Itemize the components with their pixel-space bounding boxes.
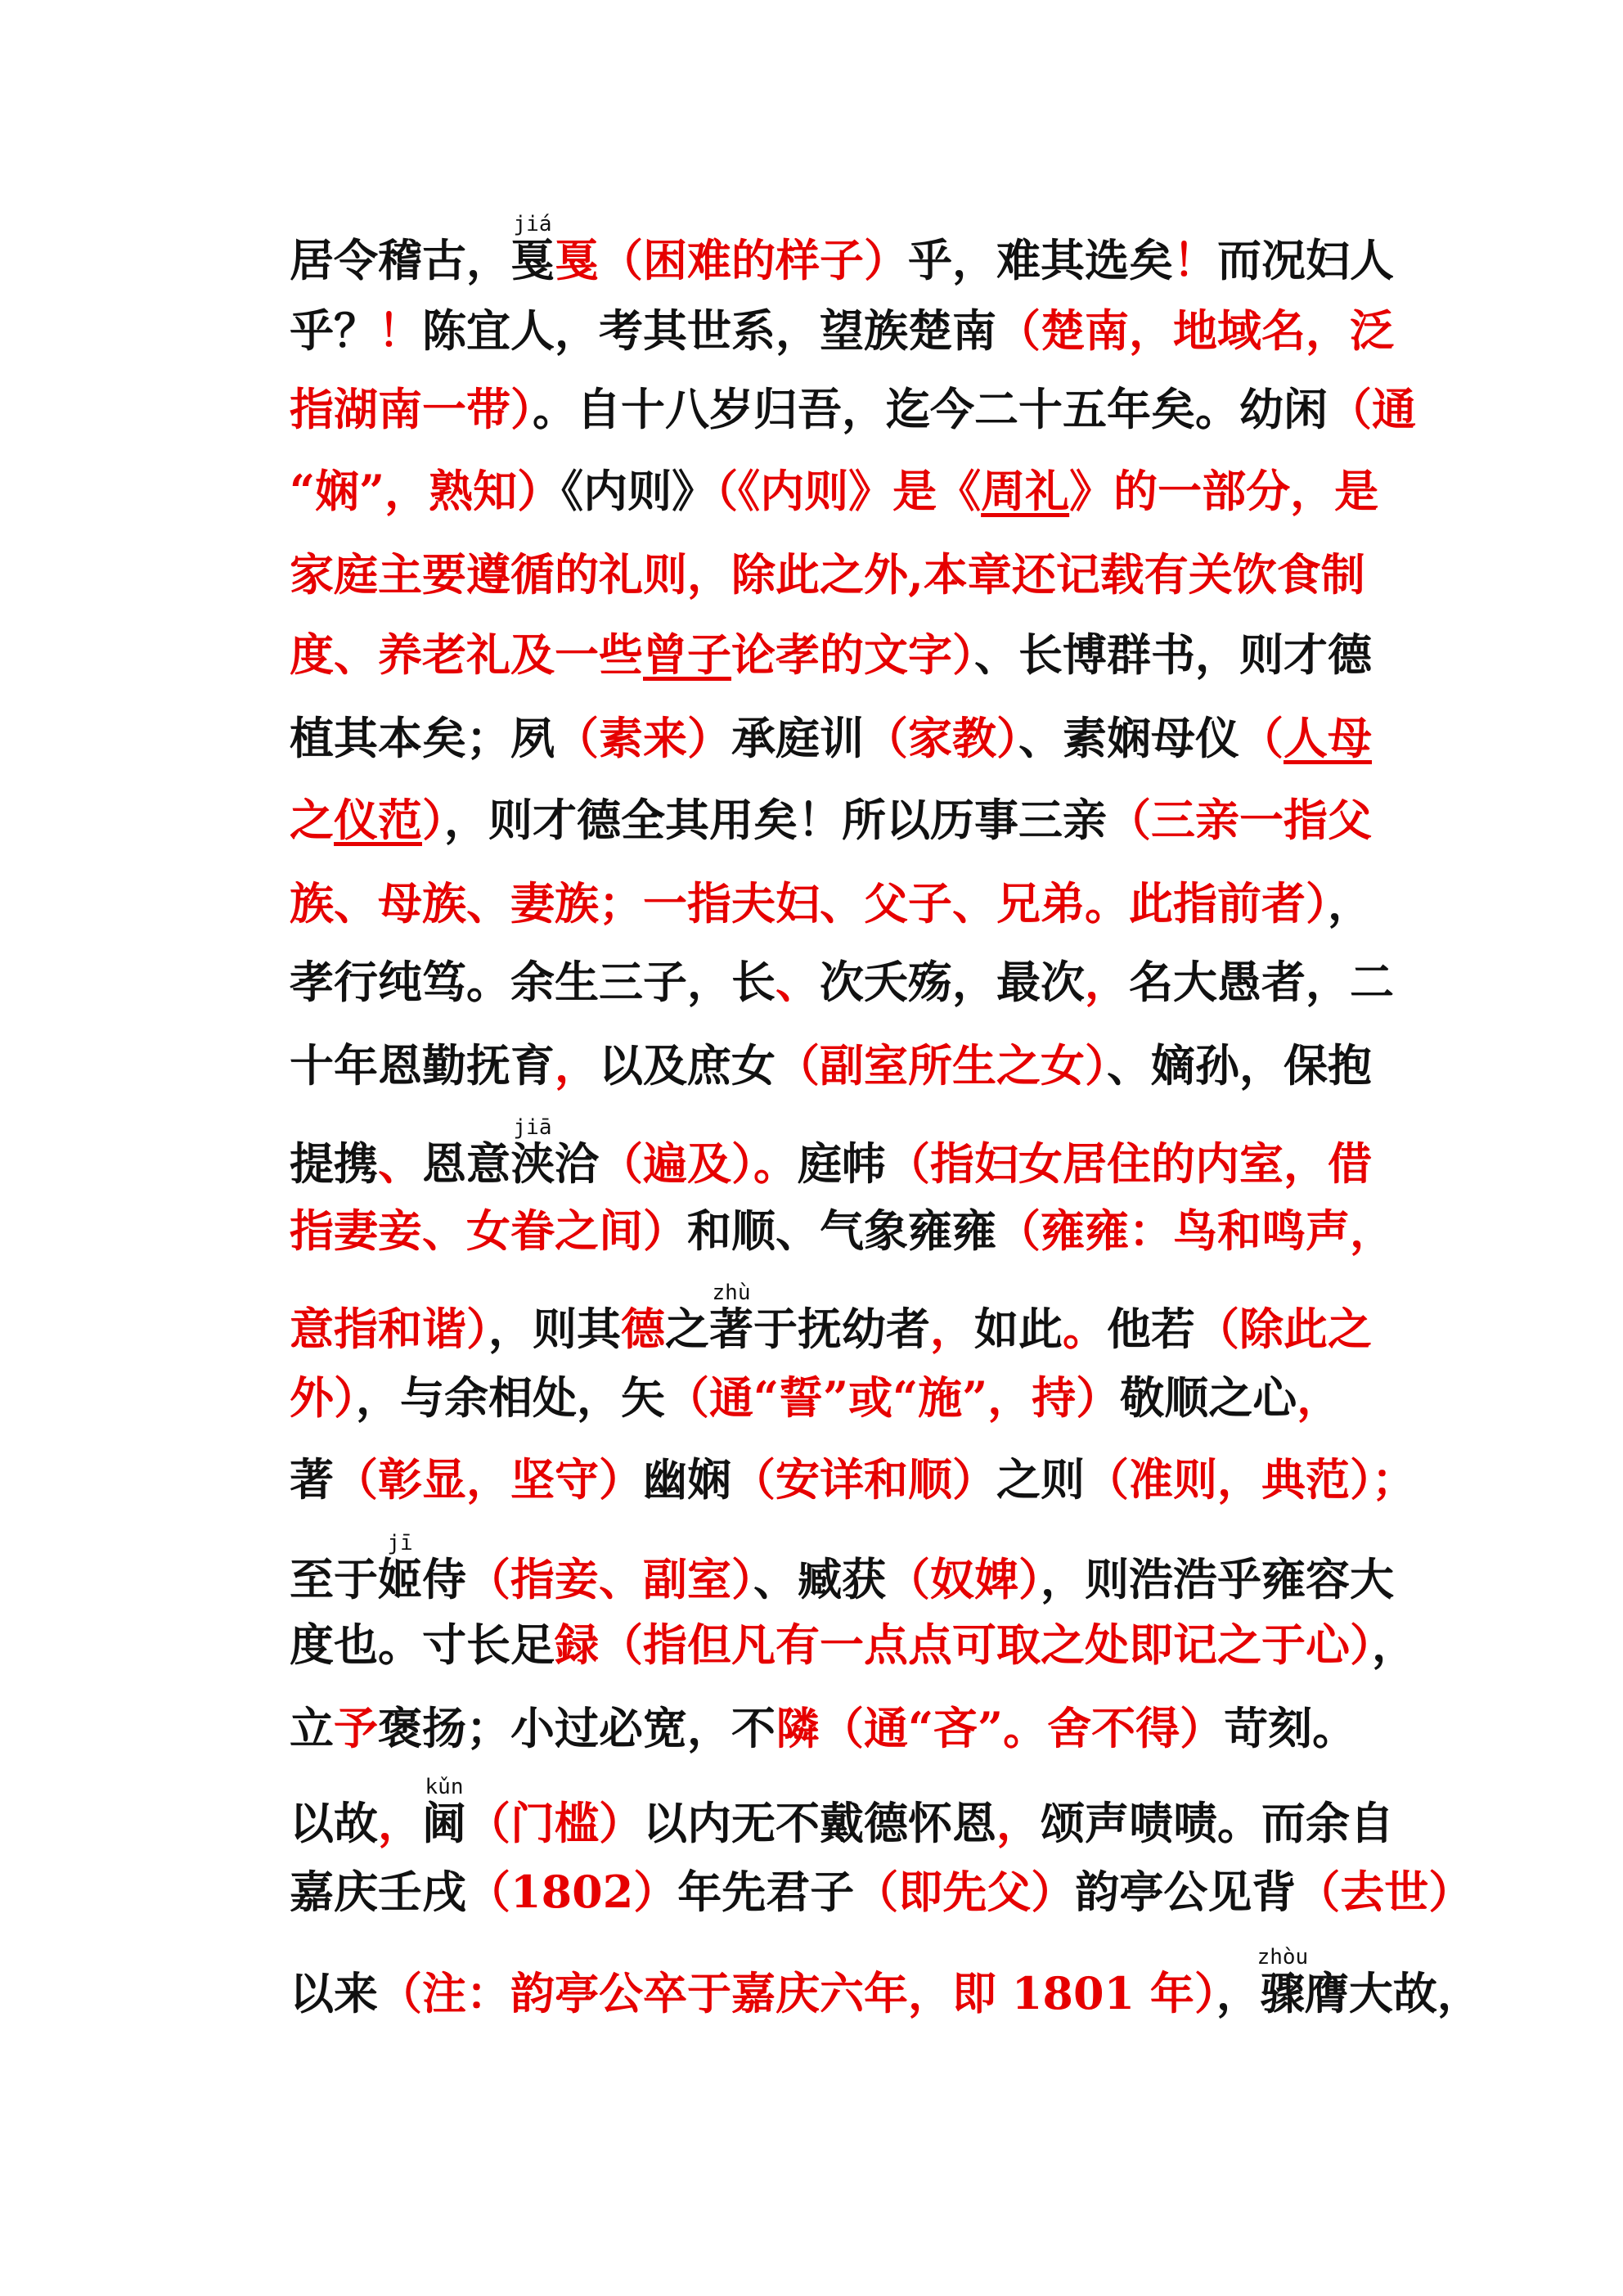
- annotation-text: 仪范: [334, 794, 422, 846]
- annotation-text: （即先父）: [854, 1866, 1076, 1918]
- ruby-annotated-char: [378, 1531, 422, 1605]
- annotation-text: ）: [422, 794, 444, 846]
- body-text: 次夭殇，最次: [820, 956, 1085, 1008]
- text-line: [290, 376, 1416, 442]
- pinyin-annotation: jiá: [510, 212, 555, 236]
- text-line: [290, 1945, 1481, 2019]
- annotation-text: （奴婢）: [886, 1553, 1041, 1605]
- body-text: 《内则》: [561, 465, 717, 517]
- ruby-annotated-char: [422, 1775, 466, 1849]
- body-text: 幽娴: [643, 1453, 731, 1506]
- body-text: ，与余相处，矢: [356, 1371, 665, 1424]
- annotation-text: 、: [378, 1137, 422, 1190]
- body-text: 褒扬；小过必宽，不: [378, 1702, 776, 1754]
- body-text: 植其本矣；夙: [290, 712, 555, 764]
- annotation-text: 指妻妾、女眷之间）: [290, 1204, 687, 1257]
- body-text: ，则才德全其用矣！所以历事三亲: [444, 794, 1107, 846]
- annotation-text: （素来）: [555, 712, 731, 764]
- body-text: 承庭训: [731, 712, 864, 764]
- body-text: ，则浩浩乎雍容大: [1041, 1553, 1394, 1605]
- body-text: 名大愚者，二: [1129, 956, 1394, 1008]
- body-text: 、素娴母仪: [1018, 712, 1239, 764]
- body-text: ，: [1216, 1967, 1261, 2019]
- text-line: [290, 949, 1394, 1015]
- body-text: 恩意: [422, 1137, 510, 1190]
- body-text: ，则其: [488, 1303, 621, 1355]
- annotation-text: ！: [1173, 234, 1217, 286]
- annotation-text: （雍雍：鸟和鸣声，: [996, 1204, 1394, 1257]
- annotation-text: 周礼: [981, 465, 1070, 517]
- body-text: 以内无不戴德怀恩: [643, 1797, 996, 1849]
- body-text: 嘉庆壬戌: [290, 1866, 466, 1918]
- text-line: [290, 542, 1378, 607]
- body-text: 提携: [290, 1137, 378, 1190]
- text-line: [290, 1531, 1394, 1605]
- annotation-text: （三亲一指父: [1107, 794, 1372, 846]
- ruby-base: 著: [709, 1303, 753, 1355]
- body-text: 度也。寸长足: [290, 1618, 555, 1671]
- annotation-text: 外）: [290, 1371, 356, 1424]
- annotation-text: （通“誓”或“施”，持）: [665, 1371, 1121, 1424]
- ruby-annotated-char: [510, 212, 555, 286]
- text-line: [290, 705, 1378, 771]
- text-line: [290, 871, 1378, 936]
- body-text: 孝行纯笃。余生三子，长: [290, 956, 776, 1008]
- body-text: 以来: [290, 1967, 378, 2019]
- ruby-base: 骤: [1257, 1967, 1309, 2019]
- body-text: 韵亭公见背: [1075, 1866, 1297, 1918]
- text-line: [290, 458, 1378, 524]
- annotation-text: 论孝的文字）: [731, 628, 974, 681]
- pinyin-annotation: kǔn: [422, 1775, 466, 1799]
- annotation-text: ，: [378, 1797, 422, 1849]
- body-text: 庭帏: [798, 1137, 886, 1190]
- text-line: [290, 1281, 1378, 1355]
- body-text: 敬顺之心: [1120, 1371, 1297, 1424]
- annotation-text: 戛（困难的样子）: [555, 234, 908, 286]
- text-line: [290, 1612, 1416, 1677]
- annotation-text: ，: [555, 1039, 599, 1092]
- body-text: 膺大故，: [1304, 1967, 1481, 2019]
- annotation-text: （指妾、副室）: [466, 1553, 753, 1605]
- annotation-text: （准则，典范）；: [1085, 1453, 1416, 1506]
- annotation-text: （通: [1328, 383, 1416, 435]
- annotation-text: 意指和谐）: [290, 1303, 488, 1355]
- body-text: 如此: [974, 1303, 1063, 1355]
- annotation-text: （1802）: [466, 1866, 678, 1918]
- annotation-text: （楚南，地域名，泛: [996, 304, 1394, 357]
- annotation-text: （遍及）。: [599, 1137, 798, 1190]
- ruby-annotated-char: [510, 1115, 555, 1190]
- body-text: ，: [1372, 1618, 1416, 1671]
- body-text: 乎，难其选矣: [908, 234, 1173, 286]
- annotation-text: （注：韵亭公卒于嘉庆六年，即 1801 年）: [378, 1967, 1216, 2019]
- annotation-text: 、: [776, 956, 820, 1008]
- annotation-text: 族、母族、妻族；一指夫妇、父子、兄弟。此指前者）: [290, 877, 1328, 930]
- annotation-text: （《内则》是《: [716, 465, 982, 517]
- body-text: ，: [1328, 877, 1372, 930]
- body-text: 以及庶女: [599, 1039, 776, 1092]
- pinyin-annotation: jī: [378, 1531, 422, 1555]
- annotation-text: （指妇女居住的内室，借: [886, 1137, 1372, 1190]
- annotation-text: ！: [378, 304, 422, 357]
- pinyin-annotation: zhù: [709, 1281, 753, 1305]
- ruby-base: 阃: [422, 1797, 466, 1849]
- text-line: [290, 1033, 1378, 1098]
- body-text: 年先君子: [677, 1866, 855, 1918]
- annotation-text: 録（指但凡有一点点可取之处即记之于心）: [555, 1618, 1372, 1671]
- annotation-text: 度、养老礼及一些: [290, 628, 643, 681]
- body-text: 、臧获: [753, 1553, 886, 1605]
- ruby-annotated-char: [1257, 1945, 1309, 2019]
- annotation-text: （除此之: [1195, 1303, 1372, 1355]
- ruby-base: 戛: [510, 234, 555, 286]
- body-text: 之: [665, 1303, 709, 1355]
- body-text: 至于: [290, 1553, 378, 1605]
- text-line: [290, 1695, 1378, 1761]
- body-text: 、长博群书，则才德: [974, 628, 1372, 681]
- ruby-base: 姬: [378, 1553, 422, 1605]
- body-text: 而况妇人: [1217, 234, 1394, 286]
- text-line: [290, 1447, 1416, 1512]
- text-line: [290, 1115, 1378, 1190]
- body-text: 著: [290, 1453, 334, 1506]
- body-text: 他若: [1107, 1303, 1195, 1355]
- text-line: [290, 1775, 1394, 1849]
- annotation-text: （门槛）: [466, 1797, 643, 1849]
- body-text: 、嫡孙，保抱: [1107, 1039, 1372, 1092]
- annotation-text: （去世）: [1296, 1866, 1473, 1918]
- annotation-text: （: [1239, 712, 1284, 764]
- annotation-text: （彰显，坚守）: [334, 1453, 643, 1506]
- body-text: 于抚幼者: [753, 1303, 930, 1355]
- annotation-text: 曾子: [643, 628, 731, 681]
- text-line: [290, 212, 1394, 286]
- annotation-text: “娴”，熟知）: [290, 465, 562, 517]
- annotation-text: （家教）: [864, 712, 1018, 764]
- body-text: 陈宜人，考其世系，望族楚南: [422, 304, 996, 357]
- annotation-text: ，: [1085, 956, 1129, 1008]
- annotation-text: 家庭主要遵循的礼则，除此之外,本章还记载有关饮食制: [290, 548, 1365, 601]
- pinyin-annotation: zhòu: [1257, 1945, 1309, 1970]
- annotation-text: 隣（通“吝”。舍不得）: [776, 1702, 1225, 1754]
- text-line: [290, 1365, 1378, 1430]
- annotation-text: 德: [621, 1303, 665, 1355]
- annotation-text: 予: [334, 1702, 378, 1754]
- body-text: 洽: [555, 1137, 599, 1190]
- text-line: [290, 787, 1378, 853]
- body-text: 立: [290, 1702, 334, 1754]
- text-line: [290, 1859, 1473, 1925]
- pinyin-annotation: jiā: [510, 1115, 555, 1140]
- annotation-text: 之: [290, 794, 334, 846]
- text-line: [290, 622, 1378, 687]
- body-text: 颂声啧啧。而余自: [1041, 1797, 1394, 1849]
- annotation-text: （安详和顺）: [731, 1453, 996, 1506]
- text-line: [290, 1198, 1394, 1263]
- body-text: 以故: [290, 1797, 378, 1849]
- annotation-text: 。: [1063, 1303, 1107, 1355]
- annotation-text: ，: [996, 1797, 1041, 1849]
- annotation-text: （副室所生之女）: [776, 1039, 1107, 1092]
- body-text: 苛刻。: [1224, 1702, 1357, 1754]
- annotation-text: ，: [930, 1303, 974, 1355]
- body-text: 和顺、气象雍雍: [687, 1204, 996, 1257]
- ruby-annotated-char: [709, 1281, 753, 1355]
- annotation-text: 指湖南一带）: [290, 383, 533, 435]
- text-line: [290, 298, 1394, 363]
- body-text: 之则: [996, 1453, 1085, 1506]
- body-text: 乎？: [290, 304, 378, 357]
- body-text: 。自十八岁归吾，迄今二十五年矣。幼闲: [533, 383, 1328, 435]
- body-text: 侍: [422, 1553, 466, 1605]
- body-text: 十年恩勤抚育: [290, 1039, 555, 1092]
- body-text: 居令稽古，: [290, 234, 510, 286]
- annotation-text: ，: [1297, 1371, 1342, 1424]
- annotation-text: 》的一部分，是: [1069, 465, 1379, 517]
- ruby-base: 浃: [510, 1137, 555, 1190]
- annotation-text: 人母: [1284, 712, 1372, 764]
